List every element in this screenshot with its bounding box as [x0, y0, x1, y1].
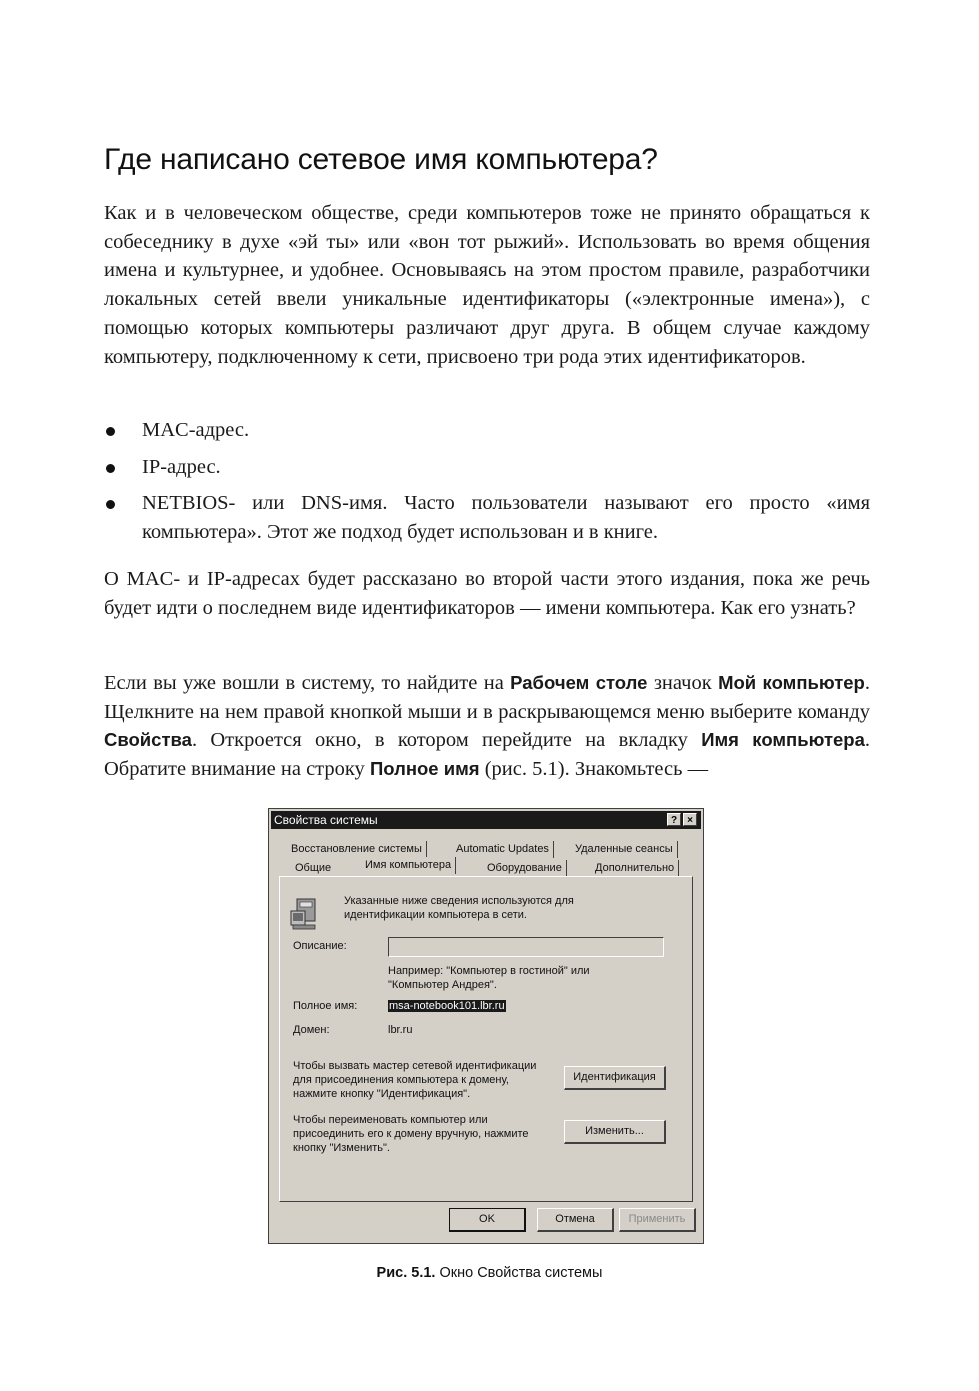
change-button[interactable]: Изменить... — [564, 1120, 666, 1144]
system-properties-dialog — [268, 808, 704, 1244]
text-run: . Щелкните на нем правой кнопкой мыши и в раскрывающемся меню выберите команду — [104, 672, 870, 723]
bullet-icon — [106, 464, 115, 473]
tab-advanced[interactable]: Дополнительно — [591, 860, 679, 877]
identification-button[interactable]: Идентификация — [564, 1066, 666, 1090]
tab-general[interactable]: Общие — [295, 862, 332, 874]
bullet-icon — [106, 427, 115, 436]
tab-row-front — [285, 860, 695, 877]
identifier-list — [104, 416, 870, 555]
instructions-paragraph — [104, 669, 870, 784]
cancel-button[interactable]: Отмена — [537, 1208, 614, 1232]
list-item — [104, 416, 870, 445]
figure-label: Рис. 5.1. — [376, 1265, 436, 1281]
close-button[interactable]: × — [683, 813, 697, 826]
wizard-text-line-2: для присоединения компьютера к домену, — [293, 1074, 509, 1086]
rename-text-line-2: присоединить его к домену вручную, нажмите — [293, 1128, 529, 1140]
info-text-line-2: идентификации компьютера в сети. — [344, 909, 527, 921]
dialog-title: Свойства системы — [274, 813, 378, 827]
ui-term: Мой компьютер — [718, 672, 865, 693]
text-run: (рис. 5.1). Знакомьтесь — — [479, 758, 709, 781]
figure-caption-text: Окно Свойства системы — [435, 1265, 603, 1281]
figure-caption — [0, 1265, 979, 1281]
tab-system-restore[interactable]: Восстановление системы — [287, 841, 427, 858]
list-item-text: NETBIOS- или DNS-имя. Часто пользователи называют его просто «имя компьютера». Этот же подход будет использован и в книге. — [142, 492, 870, 544]
tab-computer-name[interactable]: Имя компьютера — [361, 857, 456, 874]
list-item-text: IP-адрес. — [142, 455, 221, 478]
text-run: . Обратите внимание на строку — [104, 729, 871, 781]
computer-icon — [289, 897, 325, 931]
bullet-icon — [106, 500, 115, 509]
tab-automatic-updates[interactable]: Automatic Updates — [452, 841, 554, 858]
wizard-text-line-1: Чтобы вызвать мастер сетевой идентификации — [293, 1060, 537, 1072]
domain-label: Домен: — [293, 1024, 330, 1036]
text-run: значок — [647, 672, 719, 694]
help-button[interactable]: ? — [667, 813, 681, 826]
info-text-line-1: Указанные ниже сведения используются для — [344, 895, 574, 907]
ui-term: Рабочем столе — [510, 672, 648, 693]
list-item — [104, 489, 870, 546]
fullname-label: Полное имя: — [293, 1000, 358, 1012]
fullname-value[interactable]: msa-notebook101.lbr.ru — [389, 1000, 505, 1012]
tab-hardware[interactable]: Оборудование — [483, 860, 567, 877]
list-item-text: MAC-адрес. — [142, 419, 250, 441]
tab-remote-sessions[interactable]: Удаленные сеансы — [571, 841, 678, 858]
ui-term: Свойства — [104, 729, 192, 751]
mac-ip-paragraph: О MAC- и IP-адресах будет рассказано во второй части этого издания, пока же речь будет идти о последнем виде идентификаторов — имени компьютера. Как его узнать? — [104, 568, 870, 619]
tab-row-back — [285, 841, 695, 858]
intro-paragraph: Как и в человеческом обществе, среди компьютеров тоже не принято обращаться к собеседнику в духе «эй ты» или «вон тот рыжий». Использовать во время общения имена и культурнее, и удобнее. Основываясь на этом простом правиле, разработчики локальных сетей ввели уникальные идентификаторы («электронные имена»), с помощью которых компьютеры различают друг друга. В общем случае каждому компьютеру, подключенному к сети, присвоено три рода этих идентификаторов. — [104, 202, 870, 368]
domain-value: lbr.ru — [388, 1024, 413, 1036]
ok-button[interactable]: OK — [449, 1208, 526, 1232]
apply-button[interactable]: Применить — [619, 1208, 696, 1232]
wizard-text-line-3: нажмите кнопку "Идентификация". — [293, 1088, 471, 1100]
text-run: Если вы уже вошли в систему, то найдите на — [104, 672, 511, 694]
example-text-line-1: Например: "Компьютер в гостиной" или — [388, 965, 590, 977]
text-run: . Откроется окно, в котором перейдите на вкладку — [191, 729, 702, 752]
dialog-titlebar[interactable] — [271, 811, 701, 829]
example-text-line-2: "Компьютер Андрея". — [388, 979, 497, 991]
ui-term: Полное имя — [369, 758, 480, 780]
rename-text-line-3: кнопку "Изменить". — [293, 1142, 390, 1154]
description-label: Описание: — [293, 940, 347, 952]
section-heading: Где написано сетевое имя компьютера? — [104, 143, 658, 176]
ui-term: Имя компьютера — [701, 729, 865, 751]
rename-text-line-1: Чтобы переименовать компьютер или — [293, 1114, 488, 1126]
list-item — [104, 453, 870, 482]
description-field[interactable] — [388, 937, 664, 957]
